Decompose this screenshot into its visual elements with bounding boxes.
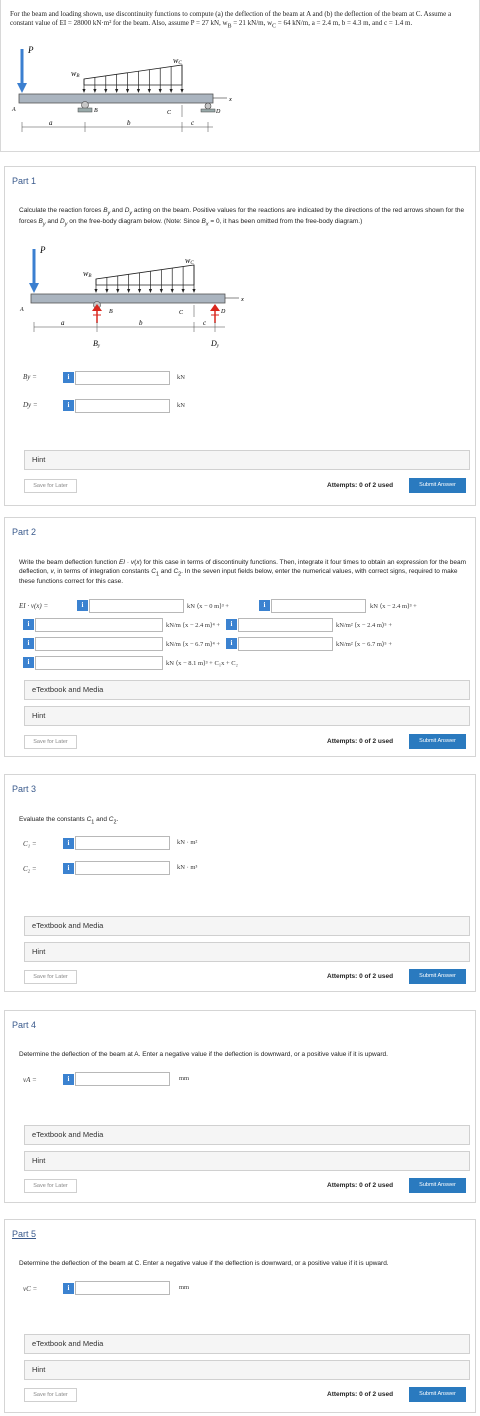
- part-4-etextbook[interactable]: eTextbook and Media: [24, 1125, 470, 1145]
- label-A: A: [12, 107, 16, 113]
- fbd-label-b: b: [139, 319, 143, 327]
- part-5-title[interactable]: Part 5: [12, 1229, 37, 1239]
- vC-unit: mm: [179, 1284, 190, 1291]
- part-5-instructions: Determine the deflection of the beam at C. Enter a negative value if the deflection is downward, or a positive value if it is upward.: [19, 1260, 389, 1267]
- free-body-diagram: [13, 245, 273, 365]
- term2-unit: kN ⟨x − 2.4 m⟩³ +: [370, 603, 417, 610]
- load-arrow-head: [137, 89, 140, 93]
- part-4-attempts: Attempts: 0 of 2 used: [327, 1182, 394, 1189]
- C1-info-icon[interactable]: i: [63, 838, 74, 849]
- label-a: a: [49, 119, 53, 127]
- fbd-label-P: P: [40, 245, 46, 255]
- C2-input[interactable]: [75, 861, 170, 875]
- part-4-hint[interactable]: Hint: [24, 1151, 470, 1171]
- part-5: [4, 1219, 476, 1413]
- fbd-label-c: c: [203, 319, 207, 327]
- load-arrow-head: [126, 89, 129, 93]
- term7-input[interactable]: [35, 656, 163, 670]
- part-3-save-button[interactable]: Save for Later: [24, 970, 77, 984]
- part-1: [4, 166, 476, 506]
- term5-unit: kN/m ⟨x − 6.7 m⟩⁴ +: [166, 641, 221, 648]
- fbd-label-a: a: [61, 319, 65, 327]
- load-arrow-head: [105, 289, 108, 293]
- part-3-submit-button[interactable]: Submit Answer: [409, 969, 466, 984]
- Dy-info-icon[interactable]: i: [63, 400, 74, 411]
- load-arrow-head: [159, 89, 162, 93]
- fbd-label-wC: wC: [185, 256, 194, 266]
- part-2: [4, 517, 476, 757]
- C2-label: C₂ =: [23, 865, 37, 873]
- part-5-save-button[interactable]: Save for Later: [24, 1388, 77, 1402]
- label-c: c: [191, 119, 195, 127]
- load-arrow-head: [180, 89, 183, 93]
- term6-input[interactable]: [238, 637, 333, 651]
- Dy-unit: kN: [177, 402, 185, 409]
- term5-input[interactable]: [35, 637, 163, 651]
- vA-info-icon[interactable]: i: [63, 1074, 74, 1085]
- term5-info-icon[interactable]: i: [23, 638, 34, 649]
- label-wC: wC: [173, 56, 182, 66]
- label-b: b: [127, 119, 131, 127]
- part-4-instructions: Determine the deflection of the beam at A. Enter a negative value if the deflection is downward, or a positive value if it is upward.: [19, 1051, 388, 1058]
- load-arrow-head: [160, 289, 163, 293]
- part-3: [4, 774, 476, 992]
- term3-info-icon[interactable]: i: [23, 619, 34, 630]
- label-C: C: [167, 110, 172, 116]
- label-P: P: [28, 45, 34, 55]
- load-arrow-head: [192, 289, 195, 293]
- fbd-label-D: D: [221, 309, 226, 315]
- part-1-save-button[interactable]: Save for Later: [24, 479, 77, 493]
- fbd-label-Dy: Dy: [211, 339, 220, 349]
- term3-input[interactable]: [35, 618, 163, 632]
- beam-diagram: [1, 45, 261, 145]
- C1-input[interactable]: [75, 836, 170, 850]
- part-2-title: Part 2: [12, 527, 37, 537]
- label-x: x: [229, 96, 232, 103]
- load-arrow-head: [94, 289, 97, 293]
- problem-statement: [0, 0, 480, 152]
- load-arrow-head: [149, 289, 152, 293]
- C2-unit: kN · m³: [177, 864, 198, 871]
- part-4-title: Part 4: [12, 1020, 37, 1030]
- part-1-attempts: Attempts: 0 of 2 used: [327, 482, 394, 489]
- load-arrow-head: [82, 89, 85, 93]
- part-5-etextbook[interactable]: eTextbook and Media: [24, 1334, 470, 1354]
- part-1-instructions: Calculate the reaction forces $B_y$ and $D_y$ acting on the beam. Positive values for the reactions are indicated by the directions of the red arrows shown for the forces $B_y$ and $D_y$ on the free-body diagram below. (Note: Since $B_x = 0$, it has been omitted from the free-body diagram.): [19, 207, 465, 228]
- term2-info-icon[interactable]: i: [259, 600, 270, 611]
- By-input[interactable]: [75, 371, 170, 385]
- part-5-hint[interactable]: Hint: [24, 1360, 470, 1380]
- vA-label: vA =: [23, 1076, 37, 1084]
- C2-info-icon[interactable]: i: [63, 863, 74, 874]
- fbd-label-C: C: [179, 310, 184, 316]
- term7-info-icon[interactable]: i: [23, 657, 34, 668]
- part-2-etextbook[interactable]: eTextbook and Media: [24, 680, 470, 700]
- load-arrow-head: [170, 89, 173, 93]
- load-arrow-head: [115, 89, 118, 93]
- part-1-submit-button[interactable]: Submit Answer: [409, 478, 466, 493]
- fbd-label-wB: wB: [83, 269, 92, 279]
- term4-input[interactable]: [238, 618, 333, 632]
- part-3-etextbook[interactable]: eTextbook and Media: [24, 916, 470, 936]
- term4-unit: kN/m² ⟨x − 2.4 m⟩⁵ +: [336, 622, 392, 629]
- term6-unit: kN/m² ⟨x − 6.7 m⟩⁵ +: [336, 641, 392, 648]
- load-arrow-head: [116, 289, 119, 293]
- load-arrow-head: [148, 89, 151, 93]
- label-D: D: [216, 109, 221, 115]
- term1-info-icon[interactable]: i: [77, 600, 88, 611]
- part-4-save-button[interactable]: Save for Later: [24, 1179, 77, 1193]
- C1-unit: kN · m²: [177, 839, 198, 846]
- part-2-submit-button[interactable]: Submit Answer: [409, 734, 466, 749]
- load-arrow-head: [93, 89, 96, 93]
- deflection-lhs: EI · v(x) =: [19, 602, 49, 610]
- fbd-label-x: x: [241, 296, 244, 303]
- part-4: [4, 1010, 476, 1203]
- problem-text: For the beam and loading shown, use discontinuity functions to compute (a) the deflection of the beam at A and (b) the deflection of the beam at C. Assume a constant value of EI = 28000 kN·m² for the beam. Also, assume P = 27 kN, $w_B = 21$ kN/m, $w_C = 64$ kN/m, a = 2.4 m, b = 4.3 m, and c = 1.4 m.: [10, 10, 452, 30]
- load-arrow-head: [171, 289, 174, 293]
- Dy-input[interactable]: [75, 399, 170, 413]
- part-1-hint[interactable]: Hint: [24, 450, 470, 470]
- term3-unit: kN/m ⟨x − 2.4 m⟩⁴ +: [166, 622, 221, 629]
- vC-info-icon[interactable]: i: [63, 1283, 74, 1294]
- part-3-instructions: Evaluate the constants $C_1$ and $C_2$.: [19, 816, 119, 826]
- By-info-icon[interactable]: i: [63, 372, 74, 383]
- part-3-attempts: Attempts: 0 of 2 used: [327, 973, 394, 980]
- By-unit: kN: [177, 374, 185, 381]
- label-wB: wB: [71, 69, 80, 79]
- C1-label: C₁ =: [23, 840, 37, 848]
- term1-input[interactable]: [89, 599, 184, 613]
- By-label: By =: [23, 373, 37, 381]
- load-arrow-head: [182, 289, 185, 293]
- vA-input[interactable]: [75, 1072, 170, 1086]
- load-arrow-head: [127, 289, 130, 293]
- term1-unit: kN ⟨x − 0 m⟩³ +: [187, 603, 229, 610]
- part-1-title: Part 1: [12, 176, 37, 186]
- fbd-label-A: A: [20, 307, 24, 313]
- part-5-submit-button[interactable]: Submit Answer: [409, 1387, 466, 1402]
- part-2-hint[interactable]: Hint: [24, 706, 470, 726]
- load-arrow-head: [104, 89, 107, 93]
- part-2-save-button[interactable]: Save for Later: [24, 735, 77, 749]
- term4-info-icon[interactable]: i: [226, 619, 237, 630]
- part-2-attempts: Attempts: 0 of 2 used: [327, 738, 394, 745]
- part-3-hint[interactable]: Hint: [24, 942, 470, 962]
- part-4-submit-button[interactable]: Submit Answer: [409, 1178, 466, 1193]
- term2-input[interactable]: [271, 599, 366, 613]
- part-5-attempts: Attempts: 0 of 2 used: [327, 1391, 394, 1398]
- vA-unit: mm: [179, 1075, 190, 1082]
- term7-unit: kN ⟨x − 8.1 m⟩³ + C₁x + C₂: [166, 660, 238, 667]
- vC-label: vC =: [23, 1285, 38, 1293]
- part-3-title: Part 3: [12, 784, 37, 794]
- fbd-label-By: By: [93, 339, 101, 349]
- Dy-label: Dy =: [23, 401, 38, 409]
- load-arrow-head: [138, 289, 141, 293]
- label-B: B: [94, 108, 98, 114]
- term6-info-icon[interactable]: i: [226, 638, 237, 649]
- vC-input[interactable]: [75, 1281, 170, 1295]
- part-2-instructions: Write the beam deflection function EI · v(x) for this case in terms of discontinuity functions. Then, integrate it four times to obtain an expression for the beam deflection, v, in terms of integration constants $C_1$ and $C_2$. In the seven input fields below, enter the numerical values, with correct signs, required to make these functions correct for this case.: [19, 559, 467, 586]
- fbd-label-B: B: [109, 309, 113, 315]
